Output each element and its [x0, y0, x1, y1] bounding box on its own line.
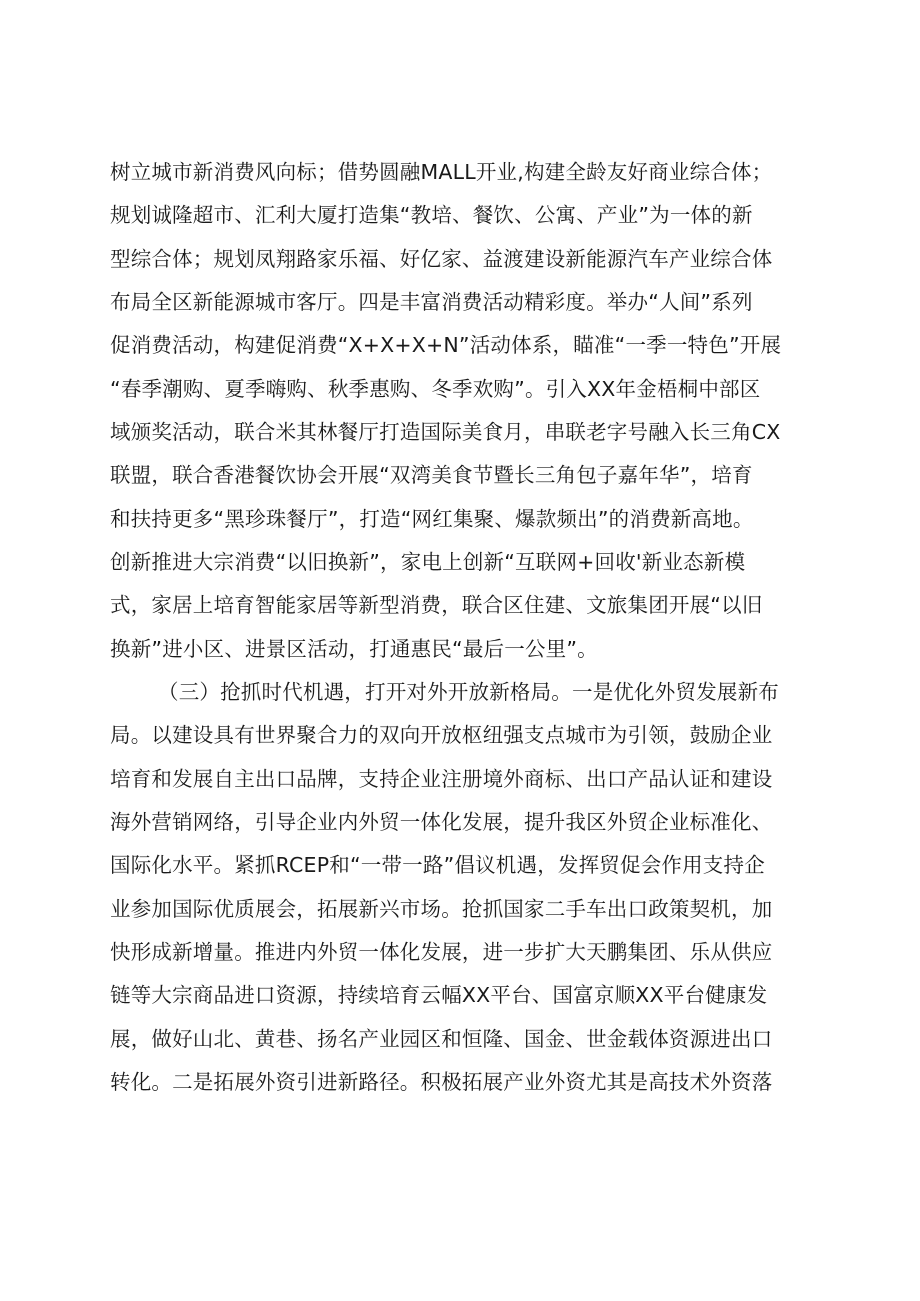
text-line: 和扶持更多“黑珍珠餐厅”，打造“网红集聚、爆款频出”的消费新高地。 — [110, 507, 754, 531]
text-line: 创新推进大宗消费“以旧换新”，家电上创新“互联网+回收'新业态新模 — [110, 550, 746, 574]
text-line: 域颁奖活动，联合米其林餐厅打造国际美食月，串联老字号融入长三角CX — [110, 420, 781, 444]
text-line: 链等大宗商品进口资源，持续培育云幅XX平台、国富京顺XX平台健康发 — [110, 983, 768, 1007]
text-line: 转化。二是拓展外资引进新路径。积极拓展产业外资尤其是高技术外资落 — [110, 1070, 773, 1094]
text-line: “春季潮购、夏季嗨购、秋季惠购、冬季欢购”。引入XX年金梧桐中部区 — [110, 377, 761, 401]
text-line: 式，家居上培育智能家居等新型消费，联合区住建、文旅集团开展“以旧 — [110, 593, 763, 617]
text-line: 型综合体；规划凤翔路家乐福、好亿家、益渡建设新能源汽车产业综合体 — [110, 247, 773, 271]
text-line: 业参加国际优质展会，拓展新兴市场。抢抓国家二手车出口政策契机，加 — [110, 897, 773, 921]
text-line: 联盟，联合香港餐饮协会开展“双湾美食节暨长三角包子嘉年华”，培育 — [110, 463, 753, 487]
section-heading-line: （三）抢抓时代机遇，打开对外开放新格局。一是优化外贸发展新布 — [158, 680, 779, 704]
text-line: 换新”进小区、进景区活动，打通惠民“最后一公里”。 — [110, 637, 598, 661]
text-line: 培育和发展自主出口品牌，支持企业注册境外商标、出口产品认证和建设 — [110, 767, 773, 791]
text-line: 国际化水平。紧抓RCEP和“一带一路”倡议机遇，发挥贸促会作用支持企 — [110, 853, 765, 877]
text-line: 规划诚隆超市、汇利大厦打造集“教培、餐饮、公寓、产业”为一体的新 — [110, 203, 753, 227]
text-line: 快形成新增量。推进内外贸一体化发展，进一步扩大天鹏集团、乐从供应 — [110, 940, 773, 964]
text-line: 树立城市新消费风向标；借势圆融MALL开业,构建全龄友好商业综合体； — [110, 160, 773, 184]
text-line: 布局全区新能源城市客厅。四是丰富消费活动精彩度。举办“人间”系列 — [110, 290, 753, 314]
text-line: 海外营销网络，引导企业内外贸一体化发展，提升我区外贸企业标准化、 — [110, 810, 773, 834]
text-line: 展，做好山北、黄巷、扬名产业园区和恒隆、国金、世金载体资源进出口 — [110, 1027, 773, 1051]
text-line: 局。以建设具有世界聚合力的双向开放枢纽强支点城市为引领，鼓励企业 — [110, 723, 773, 747]
text-line: 促消费活动，构建促消费“X+X+X+N”活动体系，瞄准“一季一特色”开展 — [110, 333, 782, 357]
